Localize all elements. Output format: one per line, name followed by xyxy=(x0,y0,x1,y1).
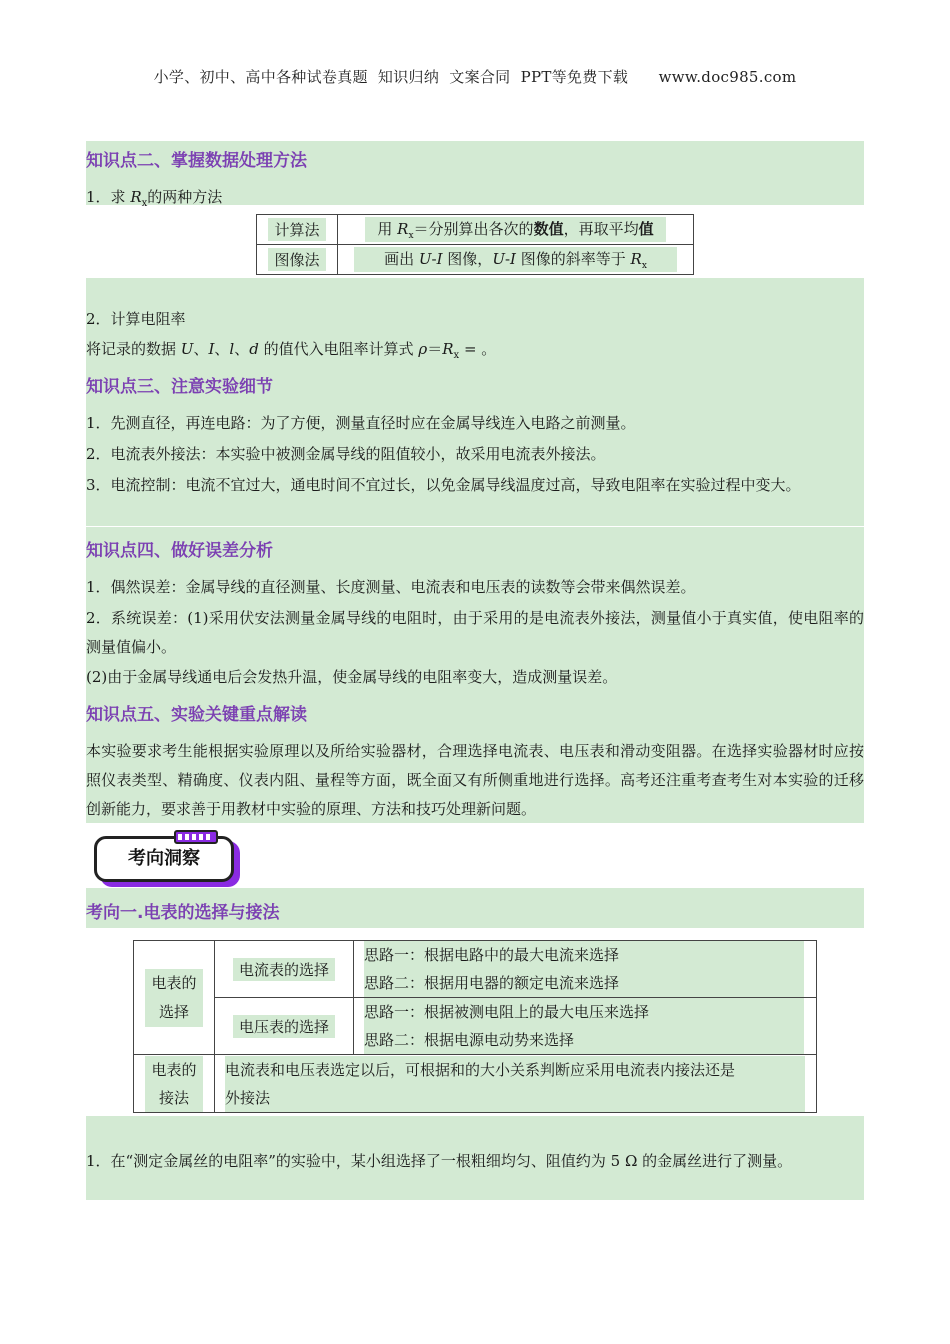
meter-selection-table xyxy=(133,940,817,1113)
table-cell: 电流表和电压表选定以后，可根据和的大小关系判断应采用电流表内接法还是 外接法 xyxy=(225,1056,805,1112)
list-item: 2．系统误差：(1)采用伏安法测量金属导线的电阻时，由于采用的是电流表外接法，测量值小于真实值，使电阻率的测量值偏小。 xyxy=(86,609,864,656)
question-text: 1．在“测定金属丝的电阻率”的实验中，某小组选择了一根粗细均匀、阻值约为 5 Ω 的金属丝进行了测量。 xyxy=(86,1152,793,1170)
table-cell: 计算法 xyxy=(268,218,325,241)
table-cell: 电流表的选择 xyxy=(233,958,335,981)
formula-text: 将记录的数据 U、I、l、d 的值代入电阻率计算式 $\rho=R_x$ = 。 xyxy=(86,340,497,361)
table-cell: 画出 U-I 图像，U-I 图像的斜率等于 $R_x$ xyxy=(354,247,677,272)
list-item: 2．电流表外接法：本实验中被测金属导线的阻值较小，故采用电流表外接法。 xyxy=(86,445,606,463)
table-cell: 电表的 选择 xyxy=(145,969,202,1027)
table-cell: 电表的 接法 xyxy=(145,1056,202,1112)
section-title: 知识点五、实验关键重点解读 xyxy=(86,705,307,725)
section-title: 知识点二、掌握数据处理方法 xyxy=(86,151,307,171)
list-item: 1．先测直径，再连电路：为了方便，测量直径时应在金属导线连入电路之前测量。 xyxy=(86,414,636,432)
table-cell: 思路一：根据被测电阻上的最大电压来选择 思路二：根据电源电动势来选择 xyxy=(364,998,804,1054)
paragraph: 本实验要求考生能根据实验原理以及所给实验器材，合理选择电流表、电压表和滑动变阻器。在选择实验器材时应按照仪表类型、精确度、仪表内阻、量程等方面，既全面又有所侧重地进行选择。高考还注重考查考生对本实验的迁移创新能力，要求善于用教材中实验的原理、方法和技巧处理新问题。 xyxy=(86,742,864,818)
badge-tab-icon xyxy=(174,830,218,844)
section-title: 知识点四、做好误差分析 xyxy=(86,541,273,561)
rx-methods-table xyxy=(256,214,694,275)
list-item: 3．电流控制：电流不宜过大，通电时间不宜过长，以免金属导线温度过高，导致电阻率在实验过程中变大。 xyxy=(86,476,801,494)
list-item: (2)由于金属导线通电后会发热升温，使金属导线的电阻率变大，造成测量误差。 xyxy=(86,668,618,686)
section-title: 知识点三、注意实验细节 xyxy=(86,377,273,397)
table-cell: 电压表的选择 xyxy=(233,1015,335,1038)
list-item: 1．求 $R_x$的两种方法 xyxy=(86,188,223,209)
list-item: 1．偶然误差：金属导线的直径测量、长度测量、电流表和电压表的读数等会带来偶然误差。 xyxy=(86,578,696,596)
table-cell: 思路一：根据电路中的最大电流来选择 思路二：根据用电器的额定电流来选择 xyxy=(364,941,804,997)
badge-label: 考向洞察 xyxy=(94,836,234,882)
section-title: 考向一.电表的选择与接法 xyxy=(86,903,280,923)
page-header: 小学、初中、高中各种试卷真题 知识归纳 文案合同 PPT等免费下载 www.doc985.com xyxy=(153,68,797,86)
list-item: 2．计算电阻率 xyxy=(86,310,186,328)
table-cell: 图像法 xyxy=(268,248,325,271)
table-cell: 用 $R_x=$分别算出各次的数值，再取平均值 xyxy=(365,217,665,242)
section-badge xyxy=(86,826,240,888)
